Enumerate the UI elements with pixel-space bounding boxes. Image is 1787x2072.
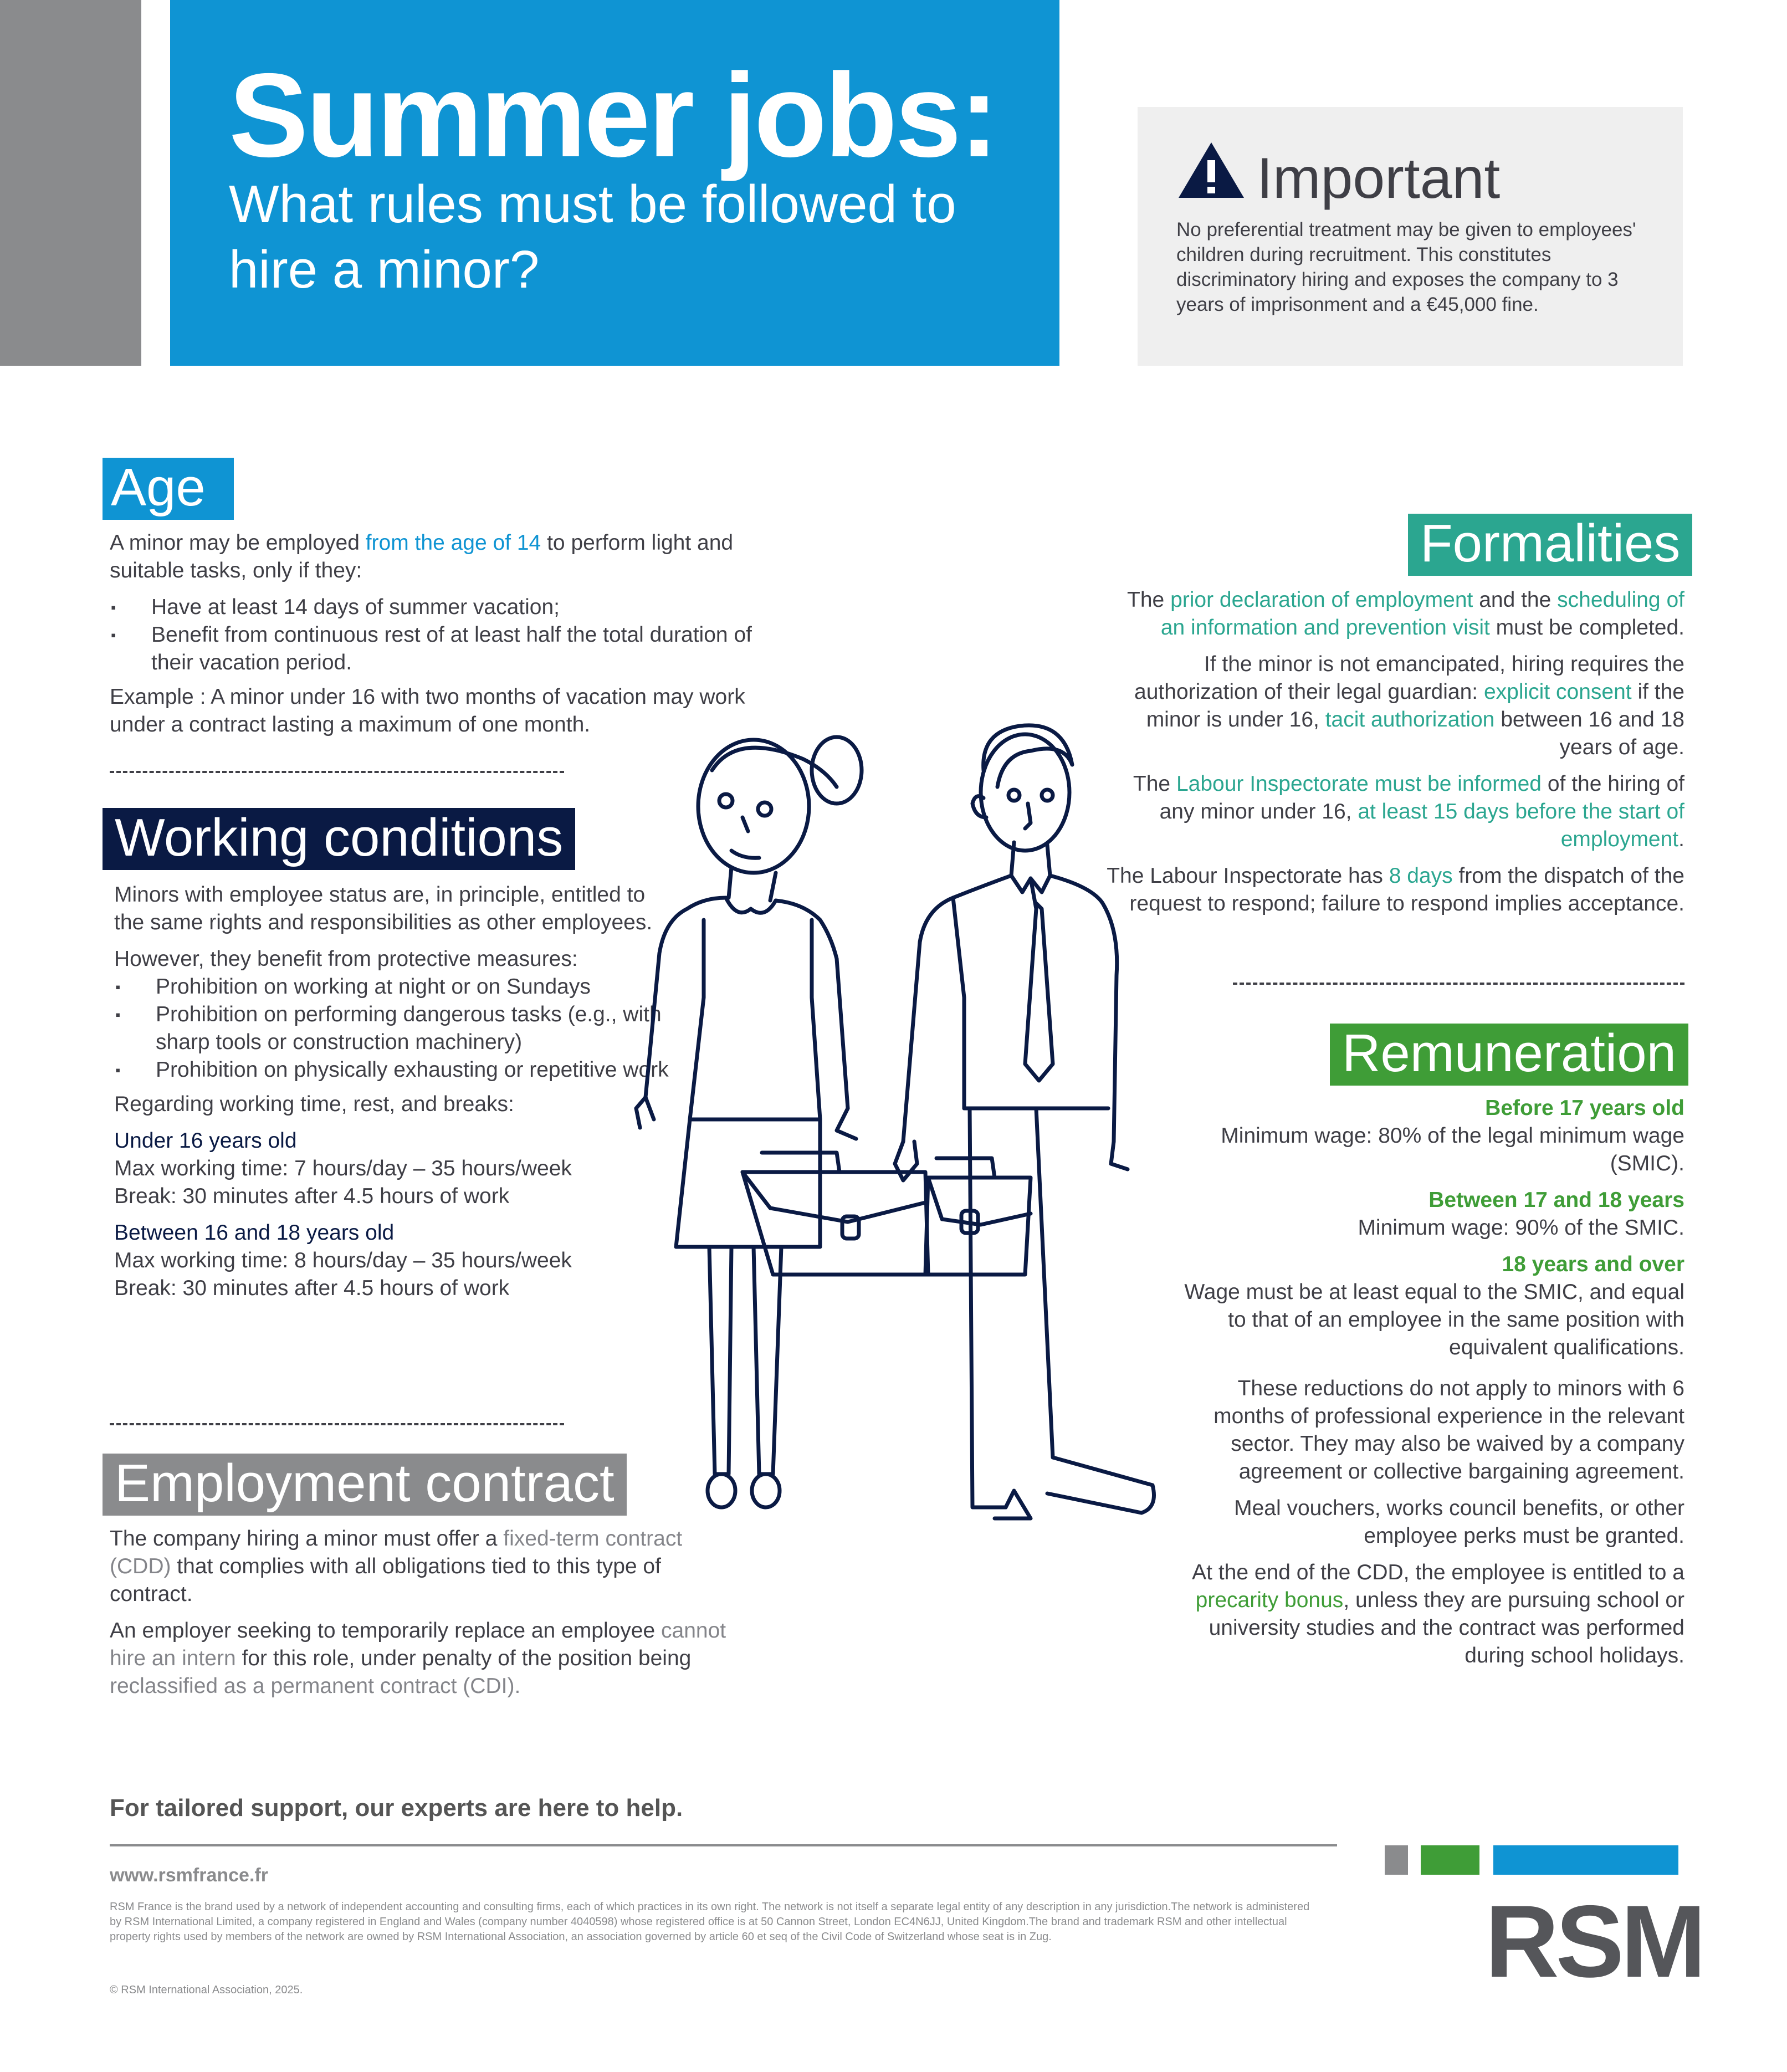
contract-p2: An employer seeking to temporarily replace an employee cannot hire an intern for this role, under penalty of the position being reclassified as a permanent contract (CDI). [110, 1619, 726, 1698]
working-bullet-list [114, 973, 674, 1084]
list-item: ▪ Have at least 14 days of summer vacation; [110, 594, 791, 621]
rem-desc-2: Minimum wage: 90% of the SMIC. [1358, 1216, 1684, 1240]
contract-heading: Employment contract [103, 1454, 627, 1516]
rem-p6: At the end of the CDD, the employee is entitled to a precarity bonus, unless they are pursuing school or university studies and the contract was performed during school holidays. [1192, 1561, 1684, 1667]
list-item: ▪ Benefit from continuous rest of at least half the total duration of their vacation period. [110, 621, 791, 677]
formalities-p2: If the minor is not emancipated, hiring requires the authorization of their legal guardian: explicit consent if the minor is under 16, tacit authorization between 16 and 18 years of age. [1134, 652, 1684, 759]
contract-p1: The company hiring a minor must offer a fixed-term contract (CDD) that complies with all obligations tied to this type of contract. [110, 1527, 683, 1606]
rem-p5: Meal vouchers, works council benefits, or other employee perks must be granted. [1234, 1496, 1684, 1548]
list-item: ▪ Prohibition on performing dangerous tasks (e.g., with sharp tools or construction machinery) [114, 1001, 674, 1056]
under16-line1: Max working time: 7 hours/day – 35 hours/week [114, 1157, 572, 1180]
logo-green-block [1421, 1845, 1479, 1875]
age-bullet-list [110, 594, 791, 677]
rem-title-1: Before 17 years old [1485, 1096, 1684, 1120]
working-heading: Working conditions [103, 808, 575, 870]
age-heading: Age [103, 458, 234, 520]
logo-grey-block [1385, 1845, 1408, 1875]
between-title: Between 16 and 18 years old [114, 1221, 395, 1245]
between-line1: Max working time: 8 hours/day – 35 hours/week [114, 1249, 572, 1272]
rem-title-3: 18 years and over [1502, 1252, 1684, 1276]
list-item: ▪ Prohibition on physically exhausting or repetitive work [114, 1056, 674, 1084]
working-section [114, 881, 674, 1302]
woman-figure-icon [636, 737, 862, 1507]
warning-icon [1176, 140, 1246, 203]
rem-title-2: Between 17 and 18 years [1428, 1188, 1684, 1212]
age-intro: A minor may be employed from the age of 14 to perform light and suitable tasks, only if they: [110, 531, 734, 582]
age-section [110, 529, 791, 748]
formalities-p1: The prior declaration of employment and the scheduling of an information and prevention visit must be completed. [1127, 588, 1684, 639]
between-line2: Break: 30 minutes after 4.5 hours of work [114, 1276, 510, 1300]
man-figure-icon [895, 725, 1154, 1518]
formalities-heading: Formalities [1408, 514, 1692, 576]
footer-divider [110, 1844, 1337, 1846]
formalities-p3: The Labour Inspectorate must be informed of the hiring of any minor under 16, at least 15 days before the start of employment. [1133, 772, 1684, 851]
working-p2: However, they benefit from protective measures: [114, 947, 578, 971]
rsm-logo: RSM [1485, 1885, 1703, 1999]
under16-line2: Break: 30 minutes after 4.5 hours of work [114, 1184, 510, 1208]
website-link[interactable]: www.rsmfrance.fr [110, 1865, 268, 1886]
important-title: Important [1257, 146, 1501, 211]
remuneration-section [1175, 1094, 1684, 1679]
page-subtitle: What rules must be followed to hire a minor? [229, 175, 956, 299]
legal-notice: RSM France is the brand used by a network of independent accounting and consulting firms, each of which practices in its own right. The network is not itself a separate legal entity of any description in any jurisdiction.The network is administered by RSM International Limited, a company registered in England and Wales (company number 4040598) whose registered office is at 50 Cannon Street, London EC4N6JJ, United Kingdom.The brand and trademark RSM and other intellectual property rights used by members of the network are owned by RSM International Association, an association governed by article 60 et seq of the Civil Code of Switzerland whose seat is in Zug. [110, 1901, 1310, 1943]
briefcase-icon [925, 1158, 1031, 1275]
age-example: Example : A minor under 16 with two months of vacation may work under a contract lasting a maximum of one month. [110, 685, 745, 736]
rem-desc-3: Wage must be at least equal to the SMIC, and equal to that of an employee in the same position with equivalent qualifications. [1184, 1280, 1684, 1359]
two-workers-illustration [593, 720, 1202, 1582]
working-p1: Minors with employee status are, in principle, entitled to the same rights and responsibilities as other employees. [114, 883, 653, 934]
divider [1233, 983, 1684, 985]
divider [110, 771, 564, 773]
list-item: ▪ Prohibition on working at night or on Sundays [114, 973, 674, 1001]
footer-cta: For tailored support, our experts are here to help. [110, 1794, 683, 1822]
rem-desc-1: Minimum wage: 80% of the legal minimum wage (SMIC). [1221, 1124, 1684, 1175]
working-p3: Regarding working time, rest, and breaks: [114, 1092, 514, 1116]
remuneration-heading: Remuneration [1330, 1024, 1688, 1086]
header-grey-bar [0, 0, 141, 366]
divider [110, 1423, 564, 1425]
rem-p4: These reductions do not apply to minors with 6 months of professional experience in the relevant sector. They may also be waived by a company agreement or collective bargaining agreement. [1213, 1377, 1684, 1483]
copyright: © RSM International Association, 2025. [110, 1984, 303, 1996]
under16-title: Under 16 years old [114, 1129, 297, 1153]
briefcase-icon [743, 1153, 928, 1275]
formalities-p4: The Labour Inspectorate has 8 days from the dispatch of the request to respond; failure to respond implies acceptance. [1107, 864, 1684, 915]
page-title: Summer jobs: [229, 48, 997, 182]
important-text: No preferential treatment may be given to employees' children during recruitment. This constitutes discriminatory hiring and exposes the company to 3 years of imprisonment and a €45,000 fine. [1176, 219, 1636, 315]
logo-blue-block [1493, 1845, 1678, 1875]
